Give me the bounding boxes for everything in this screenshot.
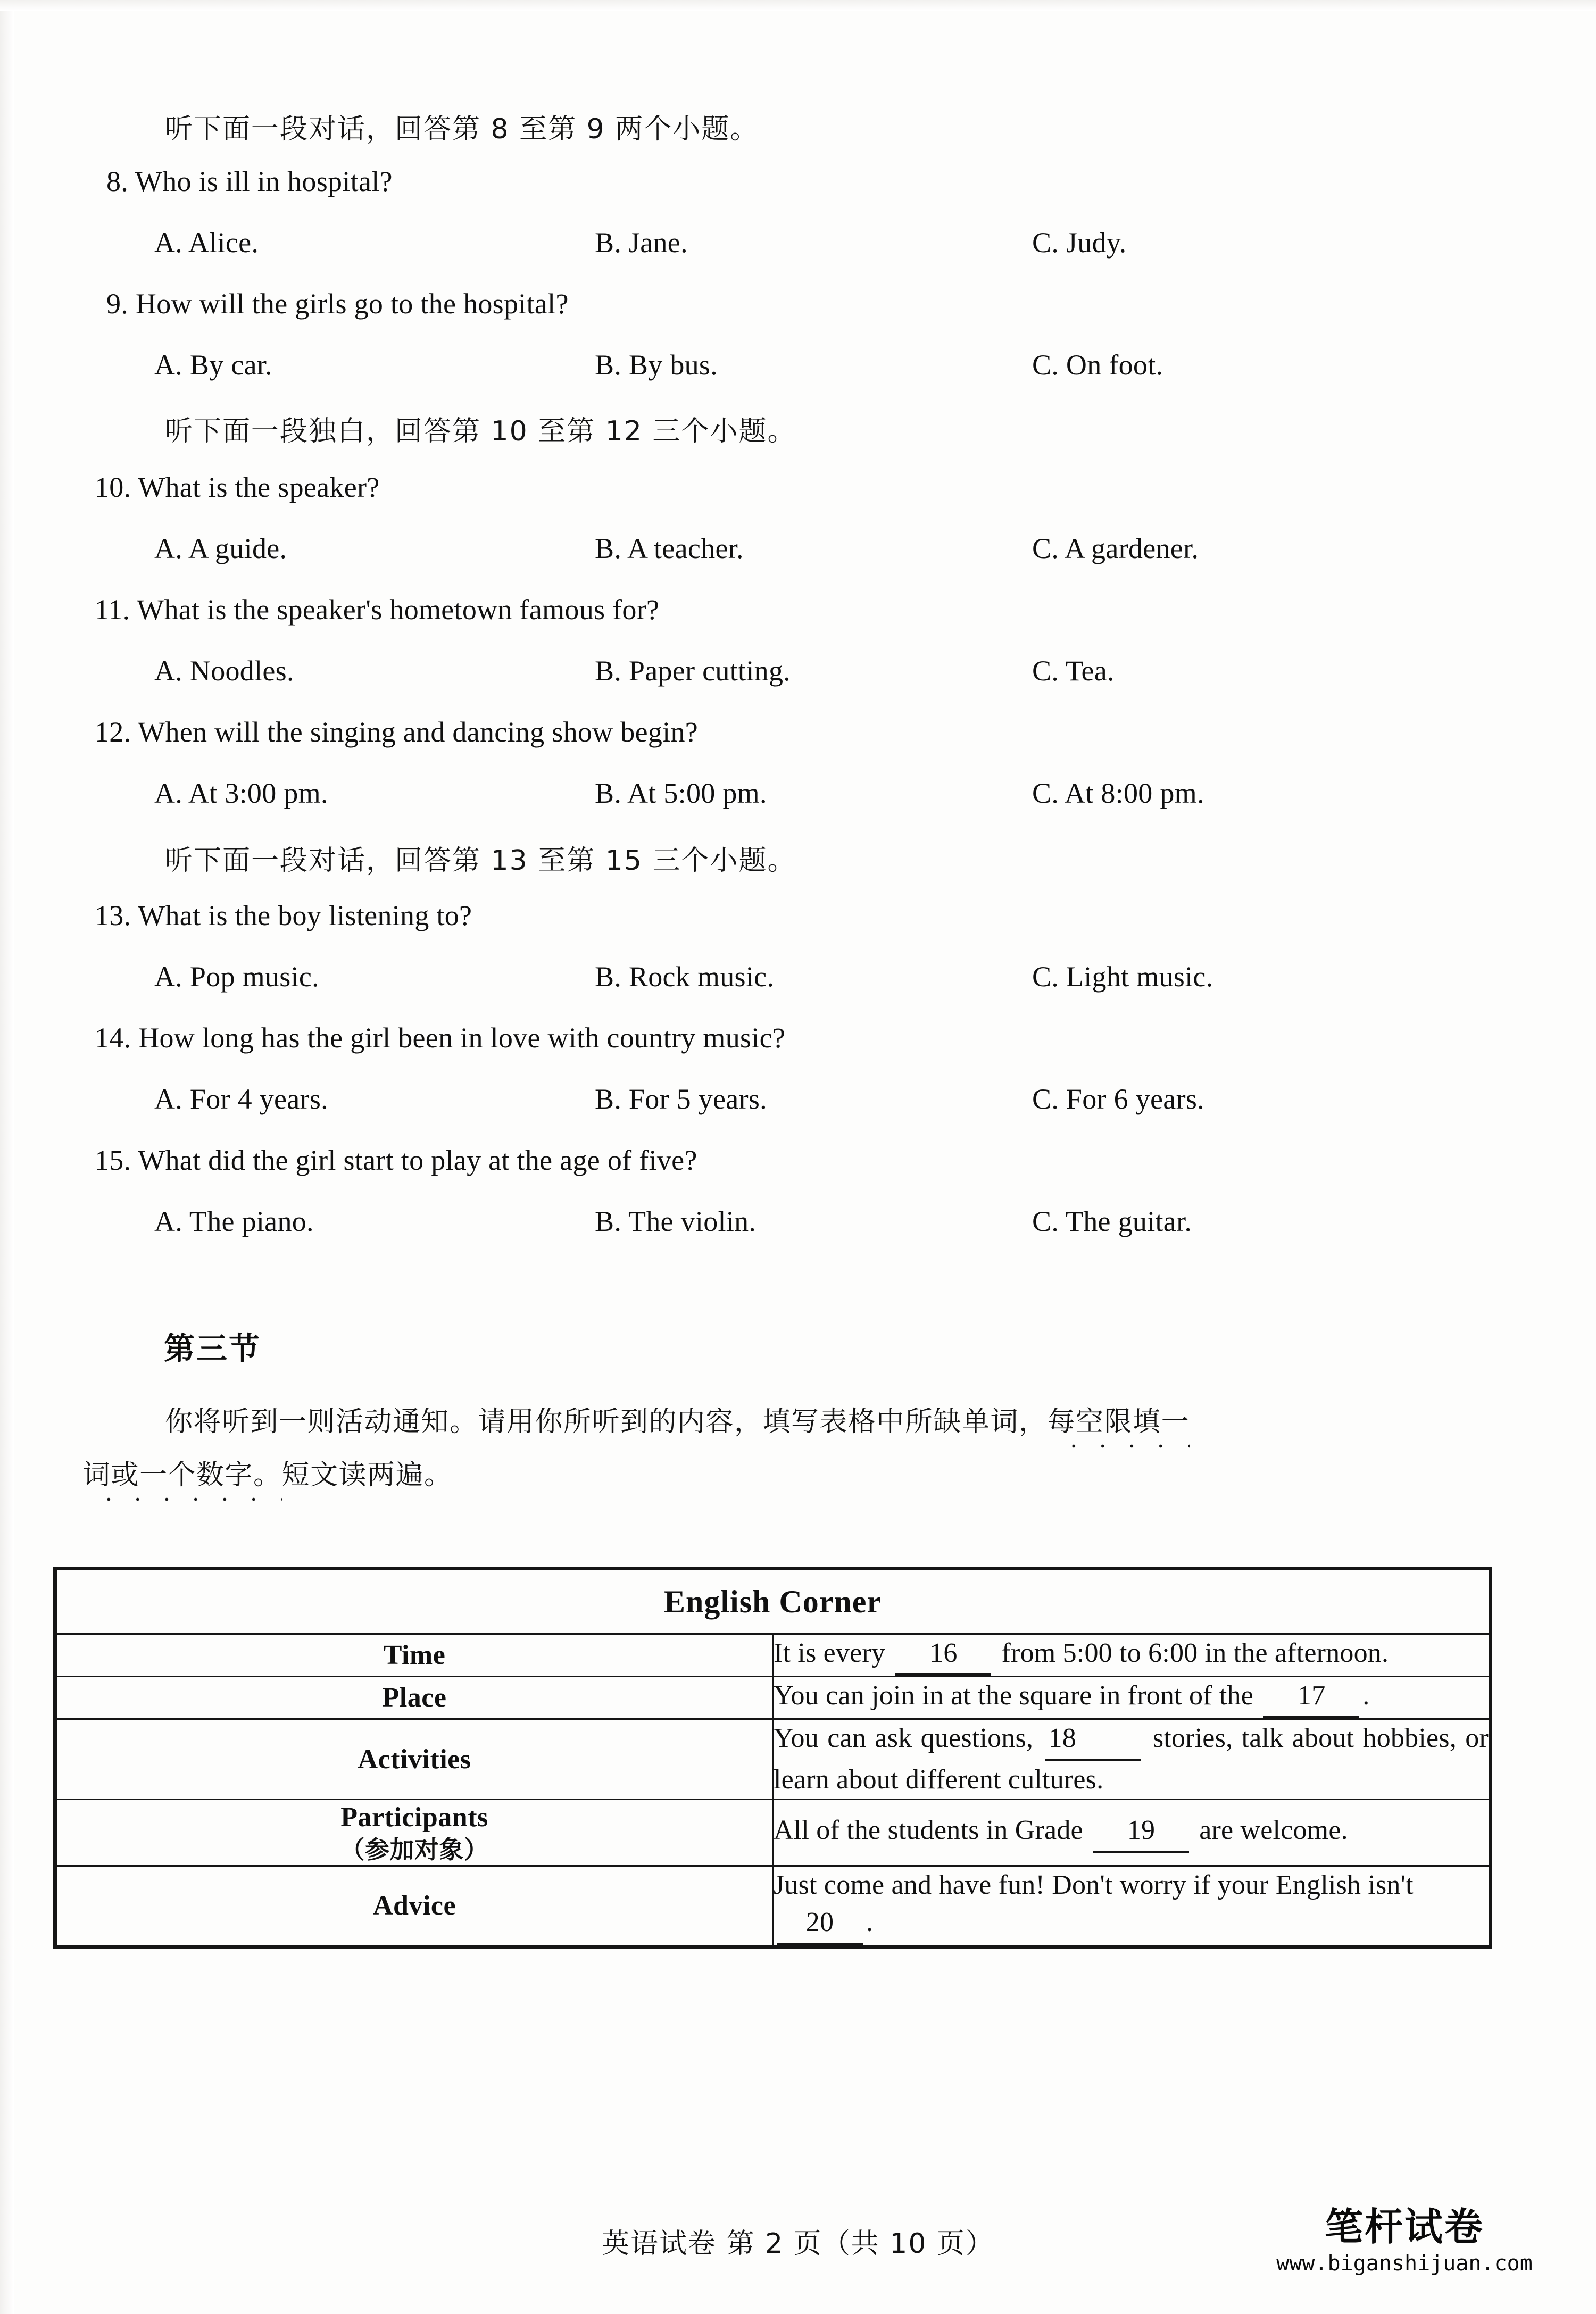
table-row — [56, 1677, 1490, 1719]
question-10-options — [0, 532, 1596, 564]
participants-label-cn: （参加对象） — [340, 1835, 489, 1864]
question-14-option-c[interactable]: C. For 6 years. — [1032, 1083, 1204, 1115]
question-14-stem: 14. How long has the girl been in love with country music? — [95, 1022, 786, 1054]
question-12-options — [0, 777, 1596, 809]
instruction-text-emphasized-2: 词或一个数字。 — [82, 1459, 282, 1491]
answer-blank-16[interactable]: 16 — [895, 1635, 991, 1676]
watermark-brand: 笔杆试卷 — [1324, 2204, 1484, 2249]
question-13-options — [0, 960, 1596, 992]
advice-text-tail: . — [866, 1907, 874, 1938]
table-row — [56, 1866, 1490, 1946]
question-13-option-b[interactable]: B. Rock music. — [595, 961, 775, 993]
question-9-options — [0, 348, 1596, 380]
question-12-option-a[interactable]: A. At 3:00 pm. — [154, 777, 328, 809]
question-9-option-a[interactable]: A. By car. — [154, 349, 272, 381]
english-corner-table-wrapper — [53, 1567, 1492, 1949]
row-key-participants — [56, 1799, 773, 1866]
activities-text-after: stories, talk about hobbies, or learn about different cultures. — [774, 1723, 1489, 1795]
question-13-stem: 13. What is the boy listening to? — [95, 900, 472, 931]
question-10-option-a[interactable]: A. A guide. — [154, 532, 287, 564]
listening-instruction-13-15: 听下面一段对话，回答第 13 至第 15 三个小题。 — [165, 845, 796, 877]
row-key-activities: Activities — [56, 1719, 773, 1799]
question-11-stem: 11. What is the speaker's hometown famous for? — [95, 594, 660, 626]
time-text-before: It is every — [774, 1638, 886, 1668]
question-12-stem: 12. When will the singing and dancing show begin? — [95, 716, 699, 748]
row-value-advice — [773, 1866, 1490, 1946]
instruction-text-emphasized-1: 每空限填一 — [1047, 1406, 1190, 1438]
section-three-heading: 第三节 — [164, 1330, 262, 1367]
answer-blank-20[interactable]: 20 — [777, 1904, 863, 1945]
table-row — [56, 1799, 1490, 1866]
section-three-instruction-line-1 — [165, 1399, 1190, 1439]
question-15-option-b[interactable]: B. The violin. — [595, 1205, 757, 1237]
question-11-options — [0, 654, 1596, 686]
page-footer: 英语试卷 第 2 页（共 10 页） — [602, 2228, 994, 2260]
advice-text-before: Just come and have fun! Don't worry if your English isn't — [774, 1870, 1414, 1901]
question-9-stem: 9. How will the girls go to the hospital? — [106, 288, 569, 320]
question-8-option-a[interactable]: A. Alice. — [154, 227, 259, 259]
scan-edge-top — [0, 0, 1596, 11]
question-12-option-b[interactable]: B. At 5:00 pm. — [595, 777, 767, 809]
place-text-before: You can join in at the square in front of the — [774, 1680, 1253, 1711]
participants-text-before: All of the students in Grade — [774, 1815, 1083, 1846]
question-13-option-c[interactable]: C. Light music. — [1032, 961, 1213, 993]
question-9-option-c[interactable]: C. On foot. — [1032, 349, 1163, 381]
row-key-time: Time — [56, 1634, 773, 1677]
row-value-activities — [773, 1719, 1490, 1799]
time-text-after: from 5:00 to 6:00 in the afternoon. — [1001, 1638, 1389, 1668]
question-15-stem: 15. What did the girl start to play at the age of five? — [95, 1144, 697, 1176]
table-row — [56, 1719, 1490, 1799]
participants-text-after: are welcome. — [1199, 1815, 1348, 1846]
row-value-participants — [773, 1799, 1490, 1866]
instruction-text-plain-2: 短文读两遍。 — [281, 1459, 453, 1491]
question-15-options — [0, 1205, 1596, 1237]
english-corner-table — [55, 1569, 1490, 1947]
question-11-option-a[interactable]: A. Noodles. — [154, 655, 294, 687]
row-key-place: Place — [56, 1677, 773, 1719]
activities-text-before: You can ask questions, — [774, 1723, 1034, 1754]
participants-label-en: Participants — [340, 1802, 488, 1833]
question-14-option-a[interactable]: A. For 4 years. — [154, 1083, 328, 1115]
question-10-option-c[interactable]: C. A gardener. — [1032, 532, 1199, 564]
question-15-option-c[interactable]: C. The guitar. — [1032, 1205, 1192, 1237]
instruction-text-plain-1: 你将听到一则活动通知。请用你所听到的内容，填写表格中所缺单词， — [165, 1406, 1048, 1438]
answer-blank-19[interactable]: 19 — [1093, 1812, 1189, 1853]
listening-instruction-8-9: 听下面一段对话，回答第 8 至第 9 两个小题。 — [165, 113, 759, 145]
question-15-option-a[interactable]: A. The piano. — [154, 1205, 314, 1237]
question-9-option-b[interactable]: B. By bus. — [595, 349, 718, 381]
place-text-tail: . — [1362, 1680, 1370, 1711]
question-11-option-b[interactable]: B. Paper cutting. — [595, 655, 791, 687]
question-8-option-b[interactable]: B. Jane. — [595, 227, 688, 259]
question-8-options — [0, 226, 1596, 258]
question-13-option-a[interactable]: A. Pop music. — [154, 961, 319, 993]
table-title-row — [56, 1570, 1490, 1634]
question-10-option-b[interactable]: B. A teacher. — [595, 532, 744, 564]
row-key-advice: Advice — [56, 1866, 773, 1946]
question-14-options — [0, 1083, 1596, 1114]
answer-blank-18[interactable]: 18 — [1045, 1720, 1141, 1761]
row-value-place — [773, 1677, 1490, 1719]
section-three-instruction-line-2 — [82, 1452, 453, 1492]
scan-edge-left — [0, 0, 14, 2314]
row-value-time — [773, 1634, 1490, 1677]
question-14-option-b[interactable]: B. For 5 years. — [595, 1083, 767, 1115]
table-title: English Corner — [56, 1570, 1490, 1634]
listening-instruction-10-12: 听下面一段独白，回答第 10 至第 12 三个小题。 — [165, 415, 796, 447]
answer-blank-17[interactable]: 17 — [1264, 1677, 1359, 1718]
question-8-stem: 8. Who is ill in hospital? — [106, 165, 393, 197]
table-row — [56, 1634, 1490, 1677]
watermark-url: www.biganshijuan.com — [1276, 2251, 1533, 2276]
question-12-option-c[interactable]: C. At 8:00 pm. — [1032, 777, 1204, 809]
watermark — [1245, 2204, 1564, 2276]
question-10-stem: 10. What is the speaker? — [95, 471, 380, 503]
question-8-option-c[interactable]: C. Judy. — [1032, 227, 1127, 259]
question-11-option-c[interactable]: C. Tea. — [1032, 655, 1115, 687]
